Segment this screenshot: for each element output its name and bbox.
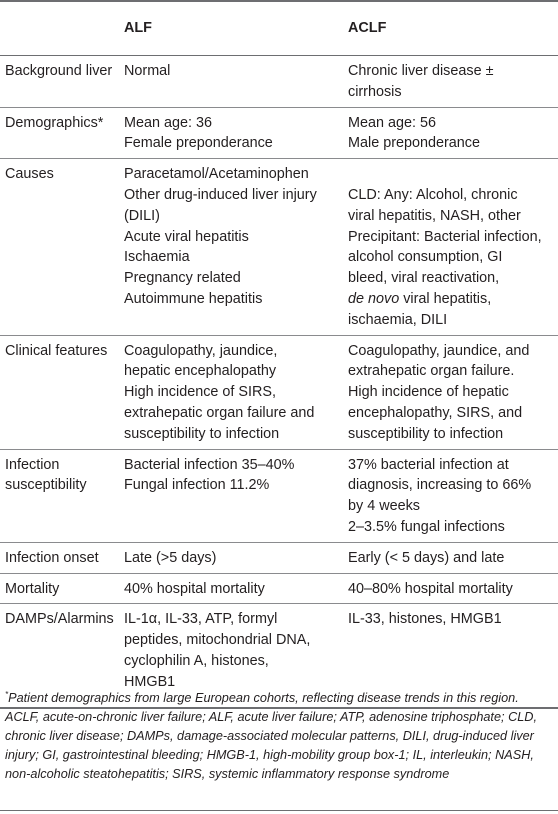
alf-cell — [124, 449, 348, 542]
aclf-cell-text: alcohol consumption, GI — [348, 249, 503, 266]
table-row — [0, 573, 558, 604]
aclf-cell-line — [348, 206, 554, 227]
alf-cell-line: susceptibility to infection — [124, 425, 280, 442]
row-label: Clinical features — [0, 335, 124, 449]
row-label: Demographics* — [0, 107, 124, 159]
alf-cell-line: Mean age: 36 — [124, 114, 213, 131]
aclf-cell-text: 40–80% hospital mortality — [348, 580, 513, 597]
row-label: Infection onset — [0, 542, 124, 573]
alf-cell — [124, 542, 348, 573]
alf-cell-line: IL-1α, IL-33, ATP, formyl — [124, 611, 278, 628]
aclf-cell-text: Chronic liver disease ± — [348, 63, 494, 79]
aclf-cell-text: Coagulopathy, jaundice, and — [348, 342, 530, 359]
alf-cell-line: Paracetamol/Acetaminophen — [124, 166, 309, 183]
alf-cell — [124, 335, 348, 449]
aclf-cell-text: 37% bacterial infection at — [348, 456, 509, 473]
aclf-cell-line — [348, 310, 554, 331]
aclf-cell — [348, 107, 558, 159]
aclf-cell-emphasis: de novo — [348, 290, 400, 307]
aclf-cell-text: cirrhosis — [348, 83, 402, 100]
aclf-cell-text: by 4 weeks — [348, 498, 420, 515]
aclf-cell-line — [348, 475, 554, 496]
alf-cell-line: (DILI) — [124, 207, 160, 224]
row-label: Background liver — [0, 56, 124, 108]
alf-cell-line: High incidence of SIRS, — [124, 384, 276, 401]
aclf-cell-text: CLD: Any: Alcohol, chronic — [348, 186, 518, 203]
aclf-cell-text: IL-33, histones, HMGB1 — [348, 611, 502, 628]
table-row — [0, 107, 558, 159]
row-label: Causes — [0, 159, 124, 335]
row-label: Mortality — [0, 573, 124, 604]
alf-cell-line: Fungal infection 11.2% — [124, 477, 270, 494]
alf-cell-line: HMGB1 — [124, 673, 176, 690]
aclf-cell-text: Precipitant: Bacterial infection, — [348, 228, 542, 245]
aclf-cell — [348, 56, 558, 108]
aclf-cell-line — [348, 289, 554, 310]
aclf-cell-line — [348, 579, 554, 600]
header-cell-label — [0, 1, 124, 56]
aclf-cell — [348, 449, 558, 542]
alf-cell-line: Late (>5 days) — [124, 549, 217, 566]
aclf-cell-line — [348, 164, 554, 185]
aclf-cell-text: extrahepatic organ failure. — [348, 363, 515, 380]
table-header — [0, 1, 558, 56]
row-label: DAMPs/Alarmins — [0, 604, 124, 708]
aclf-cell-text: High incidence of hepatic — [348, 384, 509, 401]
aclf-cell — [348, 335, 558, 449]
alf-cell-line: Normal — [124, 63, 171, 79]
aclf-cell — [348, 573, 558, 604]
aclf-cell — [348, 159, 558, 335]
aclf-cell-text: bleed, viral reactivation, — [348, 270, 500, 287]
alf-cell-line: Autoimmune hepatitis — [124, 290, 263, 307]
aclf-cell-text: 2–3.5% fungal infections — [348, 518, 505, 535]
table-row — [0, 542, 558, 573]
alf-cell-line: Female preponderance — [124, 135, 273, 152]
aclf-cell-line — [348, 341, 554, 362]
alf-cell — [124, 56, 348, 108]
aclf-cell-line — [348, 382, 554, 403]
table-footnote — [5, 689, 553, 784]
alf-cell-line: Pregnancy related — [124, 270, 241, 287]
alf-cell-line: 40% hospital mortality — [124, 580, 265, 597]
alf-cell-line: cyclophilin A, histones, — [124, 652, 269, 669]
aclf-cell-line — [348, 268, 554, 289]
aclf-cell-line — [348, 61, 554, 82]
aclf-cell-line — [348, 113, 554, 134]
aclf-cell-line — [348, 361, 554, 382]
alf-cell — [124, 159, 348, 335]
footnote-text: Patient demographics from large European cohorts, reflecting disease trends in this region. ACLF, acute-on-chronic liver failure; ALF, acute liver failure; ATP, adenosine triphosphate; CLD, chronic liver disease; DAMPs, damage-associated molecular patterns, DILI, drug-induced liver injury; GI, gastrointestinal bleeding; HMGB-1, high-mobility group box-1; IL, interleukin; NASH, non-alcoholic steatohepatitis; SIRS, systemic inflammatory response syndrome — [5, 691, 537, 781]
header-cell-alf: ALF — [124, 1, 348, 56]
footnote-divider — [0, 810, 558, 811]
aclf-cell-text: Early (< 5 days) and late — [348, 549, 505, 566]
aclf-cell-line — [348, 548, 554, 569]
aclf-cell-italic-text: de novo viral hepatitis, — [348, 290, 492, 307]
aclf-cell-text: Male preponderance — [348, 135, 481, 152]
aclf-cell-text: encephalopathy, SIRS, and — [348, 404, 523, 421]
aclf-cell — [348, 542, 558, 573]
table-body — [0, 56, 558, 708]
aclf-cell-text: susceptibility to infection — [348, 425, 504, 442]
aclf-cell-line — [348, 403, 554, 424]
aclf-cell-line — [348, 455, 554, 476]
alf-cell-line: Acute viral hepatitis — [124, 228, 249, 245]
aclf-cell-line — [348, 247, 554, 268]
table-row — [0, 335, 558, 449]
aclf-cell-line — [348, 82, 554, 103]
alf-cell-line: Bacterial infection 35–40% — [124, 456, 295, 473]
footnote-marker: * — [5, 690, 9, 699]
aclf-cell-text: ischaemia, DILI — [348, 311, 448, 328]
alf-cell-line: Coagulopathy, jaundice, — [124, 342, 278, 359]
table-row — [0, 56, 558, 108]
table-row — [0, 159, 558, 335]
aclf-cell-line — [348, 133, 554, 154]
aclf-cell-text: Mean age: 56 — [348, 114, 437, 131]
alf-cell-line: peptides, mitochondrial DNA, — [124, 632, 311, 649]
alf-cell-line: Ischaemia — [124, 249, 190, 266]
aclf-cell-line — [348, 185, 554, 206]
aclf-cell-line — [348, 496, 554, 517]
alf-cell — [124, 107, 348, 159]
header-cell-aclf: ACLF — [348, 1, 558, 56]
aclf-cell-line — [348, 227, 554, 248]
row-label: Infection susceptibility — [0, 449, 124, 542]
aclf-cell-line — [348, 517, 554, 538]
aclf-cell-text: viral hepatitis, NASH, other — [348, 207, 521, 224]
alf-cell-line: Other drug-induced liver injury — [124, 186, 317, 203]
table-row — [0, 449, 558, 542]
alf-cell — [124, 573, 348, 604]
alf-cell-line: extrahepatic organ failure and — [124, 404, 315, 421]
aclf-cell-line — [348, 424, 554, 445]
aclf-cell-text: diagnosis, increasing to 66% — [348, 477, 532, 494]
alf-cell-line: hepatic encephalopathy — [124, 363, 277, 380]
aclf-cell-line — [348, 609, 554, 630]
